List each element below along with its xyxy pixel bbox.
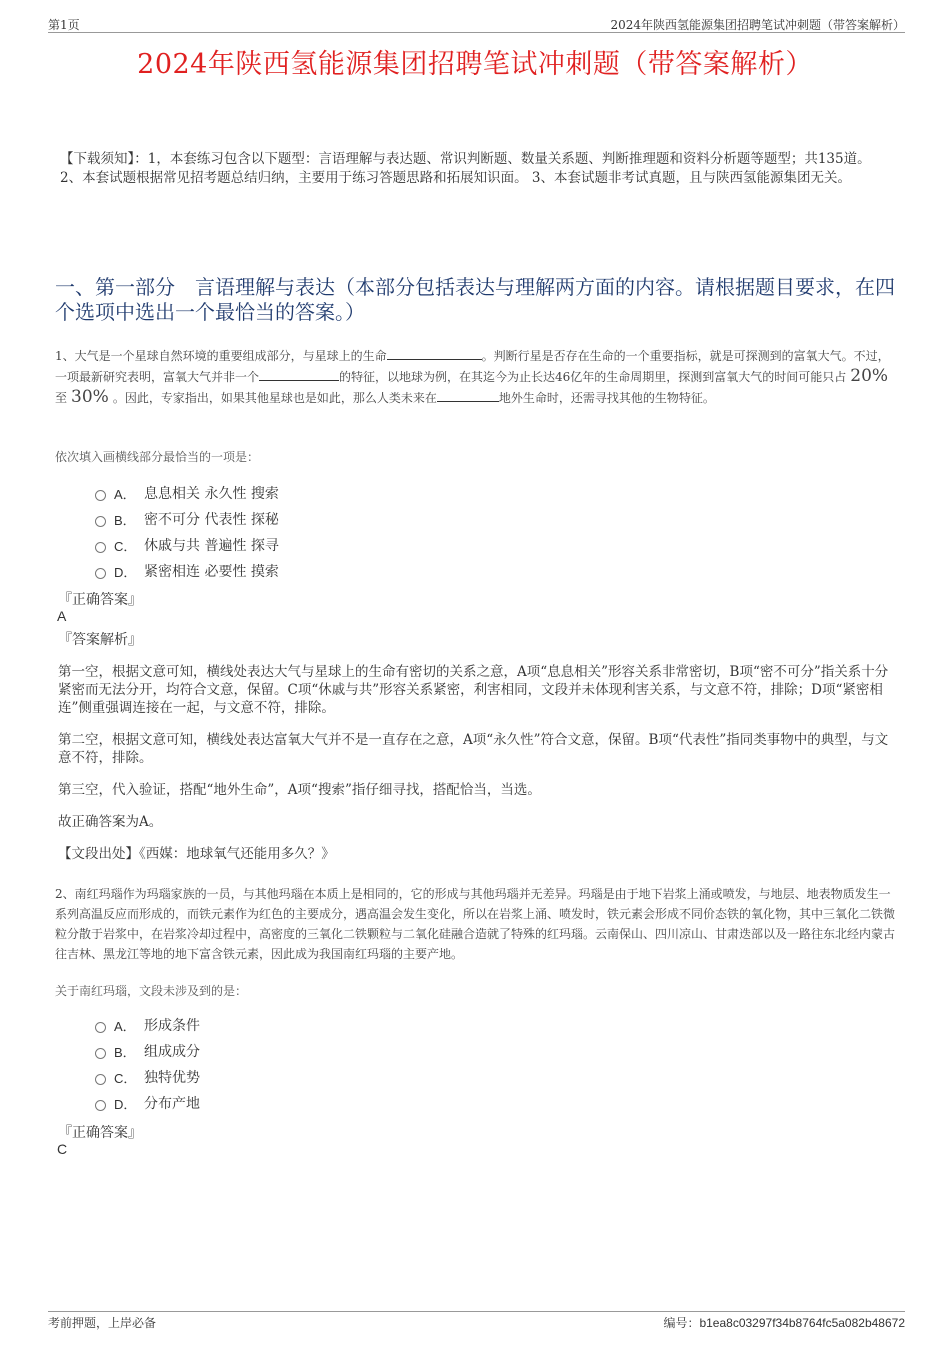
question-2-options	[95, 1012, 200, 1116]
q1-part2: 。判断行星是否存在生命的一个重要指标，就是可探测到的富氧大气。不过，一项最新研究表明，富氧大气并非一个	[55, 349, 890, 384]
question-1-prompt: 依次填入画横线部分最恰当的一项是：	[55, 450, 260, 464]
q2-option-a[interactable]: A． 形成条件	[95, 1012, 200, 1038]
q1-analysis	[58, 663, 893, 877]
footer-code	[663, 1314, 905, 1331]
blank-2	[259, 368, 339, 381]
footer-code-label: 编号：	[663, 1316, 700, 1330]
header-doc-title: 2024年陕西氢能源集团招聘笔试冲刺题（带答案解析）	[610, 18, 905, 32]
question-1-options	[95, 480, 279, 584]
radio-icon[interactable]	[95, 516, 106, 527]
blank-3	[437, 389, 499, 402]
radio-icon[interactable]	[95, 542, 106, 553]
question-2-prompt: 关于南红玛瑙，文段未涉及到的是：	[55, 984, 248, 998]
q2-correct-answer: C	[57, 1141, 68, 1157]
question-1-text	[55, 346, 895, 408]
q1-correct-answer: A	[57, 608, 67, 624]
q1-option-d[interactable]: D． 紧密相连 必要性 摸索	[95, 558, 279, 584]
q2-option-b[interactable]: B． 组成成分	[95, 1038, 200, 1064]
analysis-paragraph: 第一空，根据文意可知，横线处表达大气与星球上的生命有密切的关系之意，A项“息息相关”形容关系非常密切，B项“密不可分”指关系十分紧密而无法分开，均符合文意，保留。C项“休戚与共”形容关系紧密，利害相同，文段并未体现利害关系，与文意不符，排除；D项“紧密相连”侧重强调连接在一起，与文意不符，排除。	[58, 664, 889, 716]
q1-correct-label: 『正确答案』	[58, 592, 142, 608]
radio-icon[interactable]	[95, 568, 106, 579]
blank-1	[387, 347, 482, 360]
page-title: 2024年陕西氢能源集团招聘笔试冲刺题（带答案解析）	[137, 49, 813, 80]
pct-high: 30%	[71, 387, 109, 407]
analysis-paragraph: 第三空，代入验证，搭配“地外生命”，A项“搜索”指仔细寻找，搭配恰当，当选。	[58, 782, 541, 798]
pct-low: 20%	[850, 366, 889, 386]
radio-icon[interactable]	[95, 1048, 106, 1059]
q1-option-c[interactable]: C． 休戚与共 普遍性 探寻	[95, 532, 279, 558]
footer-slogan: 考前押题，上岸必备	[48, 1316, 157, 1330]
q1-analysis-label: 『答案解析』	[58, 632, 142, 648]
footer-divider	[48, 1311, 905, 1313]
section-heading: 一、第一部分 言语理解与表达（本部分包括表达与理解两方面的内容。请根据题目要求，在四个选项中选出一个最恰当的答案。）	[55, 275, 895, 324]
source-citation: 【文段出处】《西媒：地球氧气还能用多久？》	[58, 846, 335, 862]
q2-correct-label: 『正确答案』	[58, 1125, 142, 1141]
page-number: 第1页	[48, 18, 80, 32]
radio-icon[interactable]	[95, 490, 106, 501]
q1-option-a[interactable]: A． 息息相关 永久性 搜索	[95, 480, 279, 506]
q1-part1: 1、大气是一个星球自然环境的重要组成部分，与星球上的生命	[55, 349, 387, 363]
q1-part4: 。因此，专家指出，如果其他星球也是如此，那么人类未来在	[112, 391, 437, 405]
question-2-text: 2、南红玛瑙作为玛瑙家族的一员，与其他玛瑙在本质上是相同的，它的形成与其他玛瑙并无差异。玛瑙是由于地下岩浆上涌或喷发，与地层、地表物质发生一系列高温反应而形成的，而铁元素作为红色的主要成分，遇高温会发生变化，所以在岩浆上涌、喷发时，铁元素会形成不同价态铁的氧化物，其中三氧化二铁微粒分散于岩浆中，在岩浆冷却过程中，高密度的三氧化二铁颗粒与二氧化硅融合造就了特殊的红玛瑙。云南保山、四川凉山、甘肃迭部以及一路往东北经内蒙古往吉林、黑龙江等地的地下富含铁元素，因此成为我国南红玛瑙的主要产地。	[55, 887, 896, 961]
q1-part3: 的特征，以地球为例，在其迄今为止长达46亿年的生命周期里，探测到富氧大气的时间可能只占	[339, 370, 847, 384]
footer-code-value: b1ea8c03297f34b8764fc5a082b48672	[699, 1316, 905, 1330]
q1-option-b[interactable]: B． 密不可分 代表性 探秘	[95, 506, 279, 532]
analysis-paragraph: 第二空，根据文意可知，横线处表达富氧大气并不是一直存在之意，A项“永久性”符合文意，保留。B项“代表性”指同类事物中的典型，与文意不符，排除。	[58, 732, 889, 766]
analysis-paragraph: 故正确答案为A。	[58, 814, 163, 830]
radio-icon[interactable]	[95, 1100, 106, 1111]
radio-icon[interactable]	[95, 1022, 106, 1033]
q2-option-c[interactable]: C． 独特优势	[95, 1064, 200, 1090]
page-header	[48, 14, 905, 33]
q1-part5: 地外生命时，还需寻找其他的生物特征。	[498, 391, 715, 405]
q1-zhi: 至	[55, 391, 68, 405]
download-notice: 【下载须知】：1，本套练习包含以下题型：言语理解与表达题、常识判断题、数量关系题、判断推理题和资料分析题等题型；共135道。 2、本套试题根据常见招考题总结归纳，主要用于练习答题思路和拓展知识面。 3、本套试题非考试真题，且与陕西氢能源集团无关。	[60, 151, 871, 186]
radio-icon[interactable]	[95, 1074, 106, 1085]
q2-option-d[interactable]: D． 分布产地	[95, 1090, 200, 1116]
